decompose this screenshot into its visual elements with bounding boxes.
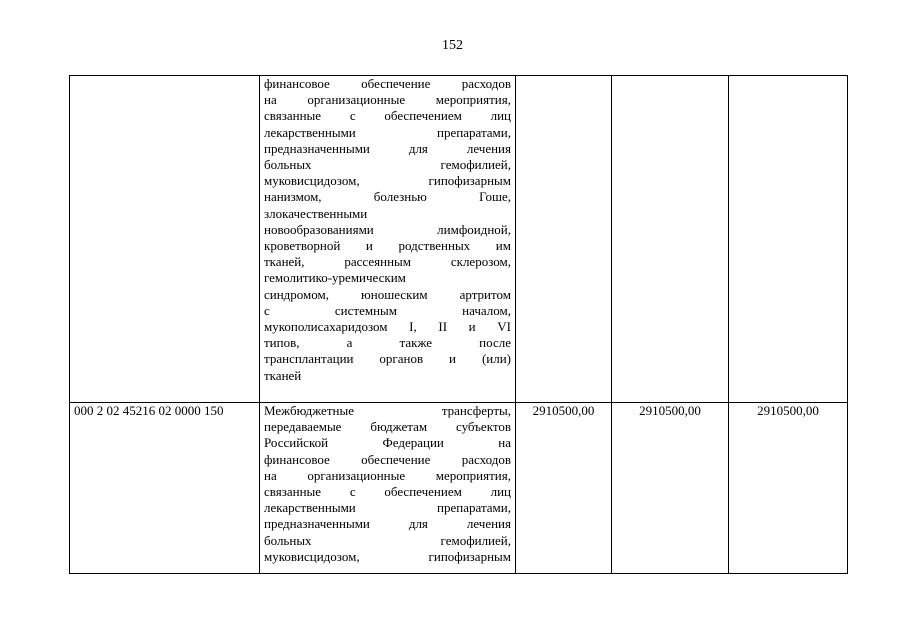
item-name-cell <box>260 76 516 403</box>
table-row <box>70 403 848 574</box>
name-line: больных гемофилией, <box>264 157 511 173</box>
value-cell-1: 2910500,00 <box>516 403 612 574</box>
name-line: финансовое обеспечение расходов <box>264 76 511 91</box>
value-cell-3 <box>729 76 848 403</box>
item-name-cell <box>260 403 516 574</box>
name-line: лекарственными препаратами, <box>264 124 511 140</box>
value-cell-1 <box>516 76 612 403</box>
budget-table <box>69 75 848 574</box>
name-line: муковисцидозом, гипофизарным <box>264 173 511 189</box>
value-cell-3: 2910500,00 <box>729 403 848 574</box>
name-line: типов, а также после <box>264 335 511 351</box>
budget-code-cell <box>70 76 260 403</box>
name-line: лекарственными препаратами, <box>264 500 511 516</box>
page-number: 152 <box>442 38 463 53</box>
name-line: новообразованиями лимфоидной, <box>264 221 511 237</box>
name-line: передаваемые бюджетам субъектов <box>264 419 511 435</box>
name-line: на организационные мероприятия, <box>264 467 511 483</box>
table-row <box>70 76 848 403</box>
name-line: предназначенными для лечения <box>264 140 511 156</box>
name-line: трансплантации органов и (или) <box>264 351 511 367</box>
name-line: нанизмом, болезнью Гоше, <box>264 189 511 205</box>
name-line: с системным началом, <box>264 302 511 318</box>
name-line: кроветворной и родственных им <box>264 238 511 254</box>
value-cell-2: 2910500,00 <box>612 403 729 574</box>
value-cell-2 <box>612 76 729 403</box>
name-line: связанные с обеспечением лиц <box>264 484 511 500</box>
name-line: синдромом, юношеским артритом <box>264 286 511 302</box>
name-line: на организационные мероприятия, <box>264 92 511 108</box>
name-line: больных гемофилией, <box>264 532 511 548</box>
name-line: злокачественными <box>264 205 368 221</box>
name-line: мукополисахаридозом I, II и VI <box>264 319 511 335</box>
name-line: тканей <box>264 367 302 383</box>
name-line: связанные с обеспечением лиц <box>264 108 511 124</box>
name-line: гемолитико-уремическим <box>264 270 406 286</box>
name-line: тканей, рассеянным склерозом, <box>264 254 511 270</box>
name-line: муковисцидозом, гипофизарным <box>264 548 511 564</box>
name-line: предназначенными для лечения <box>264 516 511 532</box>
name-line: финансовое обеспечение расходов <box>264 451 511 467</box>
name-line: Российской Федерации на <box>264 435 511 451</box>
name-line: Межбюджетные трансферты, <box>264 403 511 418</box>
budget-code-cell: 000 2 02 45216 02 0000 150 <box>70 403 260 574</box>
